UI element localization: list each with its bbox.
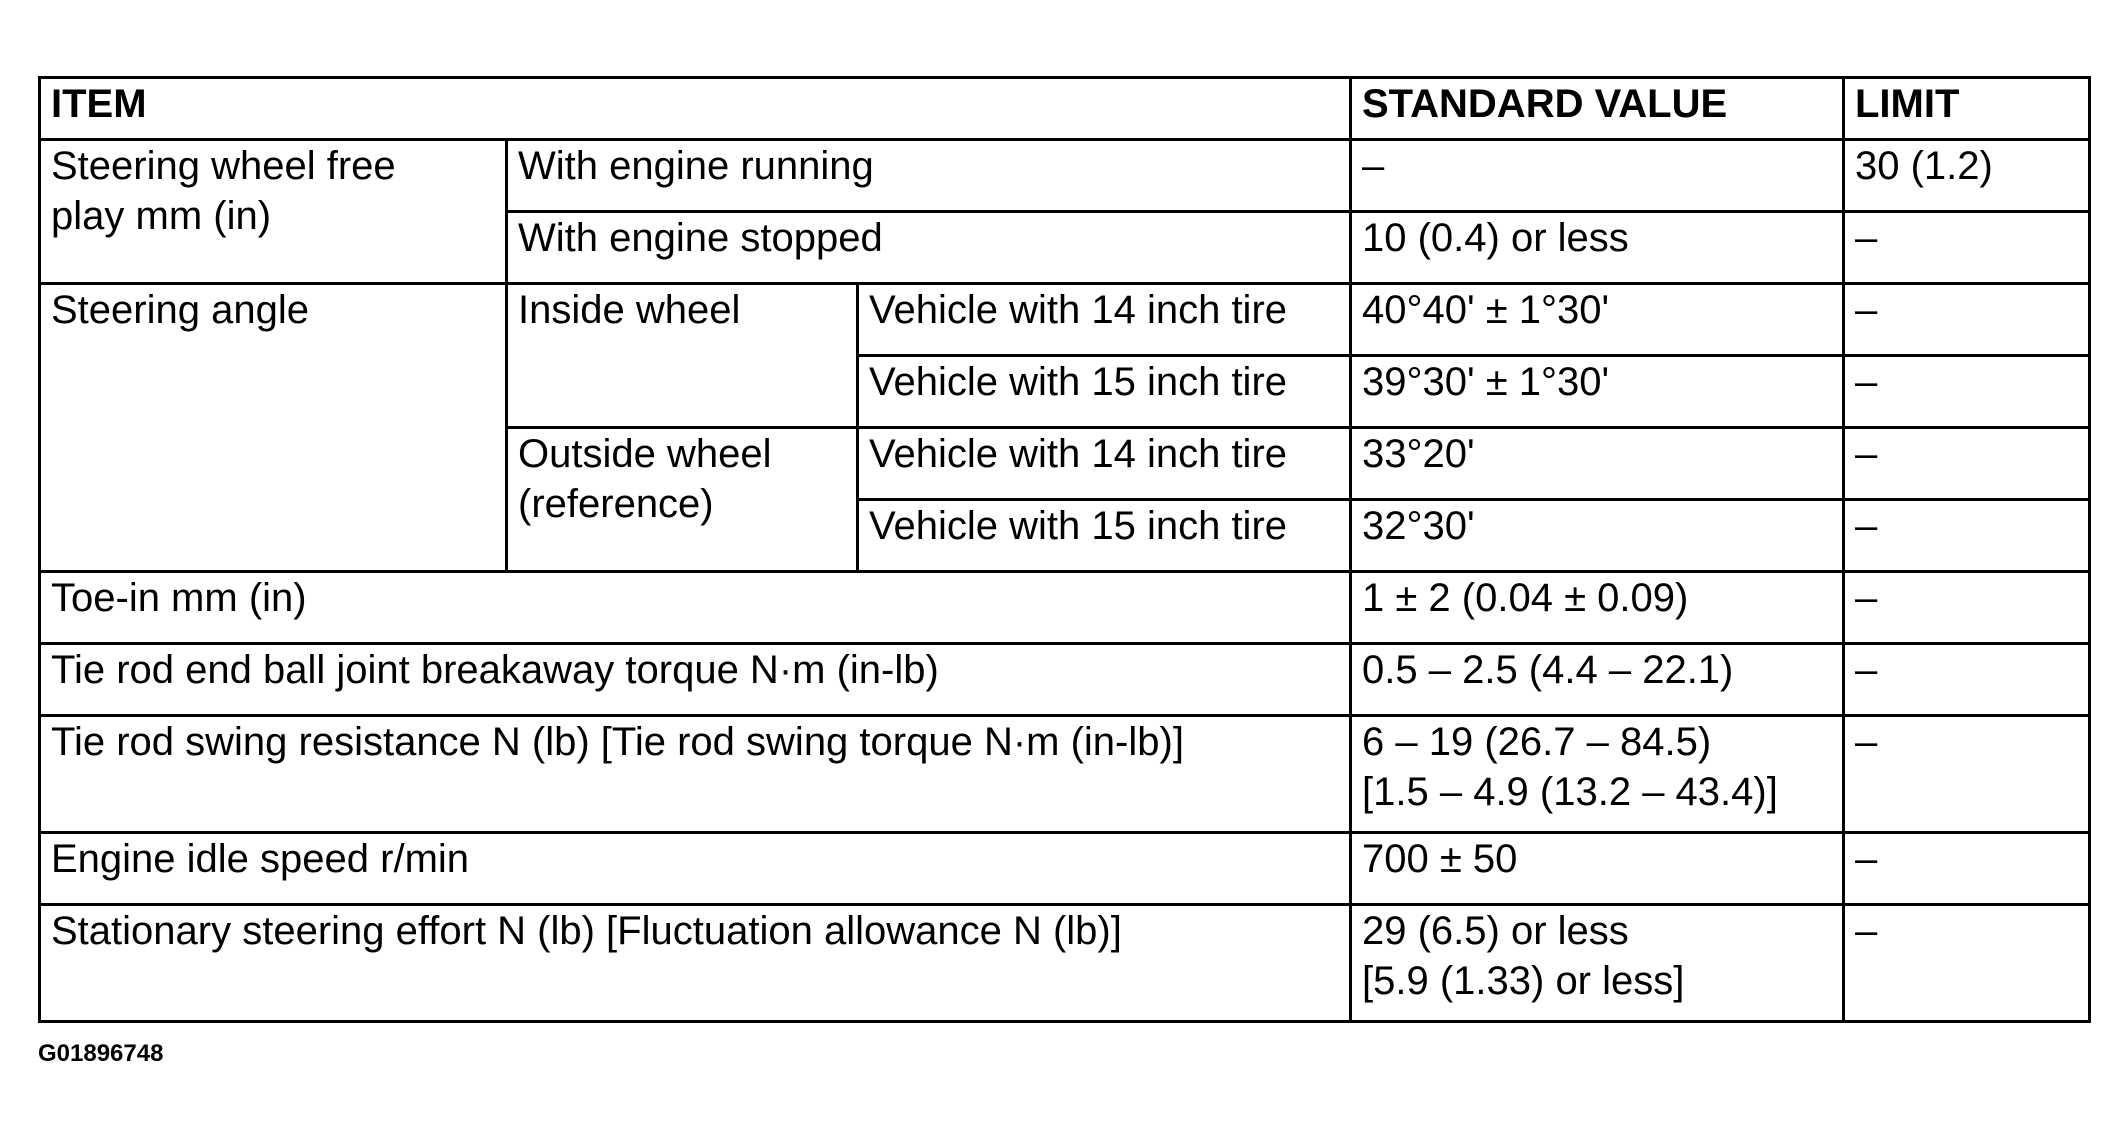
free-play-item-line1: Steering wheel free [51,144,396,188]
swing-item: Tie rod swing resistance N (lb) [Tie rod swing torque N·m (in-lb)] [40,716,1351,833]
steering-angle-item: Steering angle [40,284,507,572]
limit-value: – [1844,428,2090,500]
standard-value: 40°40' ± 1°30' [1351,284,1844,356]
idle-item: Engine idle speed r/min [40,833,1351,905]
table-row [40,572,2090,644]
free-play-item [40,140,507,284]
standard-value: 32°30' [1351,500,1844,572]
tire-label: Vehicle with 15 inch tire [858,356,1351,428]
toe-in-limit: – [1844,572,2090,644]
tire-label: Vehicle with 14 inch tire [858,428,1351,500]
swing-limit: – [1844,716,2090,833]
effort-standard [1351,905,1844,1022]
engine-stopped-limit: – [1844,212,2090,284]
table-row [40,833,2090,905]
breakaway-standard: 0.5 – 2.5 (4.4 – 22.1) [1351,644,1844,716]
toe-in-item: Toe-in mm (in) [40,572,1351,644]
swing-standard [1351,716,1844,833]
standard-value: 33°20' [1351,428,1844,500]
table-row [40,284,2090,356]
standard-value: 39°30' ± 1°30' [1351,356,1844,428]
limit-value: – [1844,500,2090,572]
table-row [40,716,2090,833]
table-row [40,644,2090,716]
table-row [40,140,2090,212]
limit-value: – [1844,356,2090,428]
tire-label: Vehicle with 14 inch tire [858,284,1351,356]
effort-standard-line2: [5.9 (1.33) or less] [1362,959,1685,1003]
idle-limit: – [1844,833,2090,905]
outside-wheel-line1: Outside wheel [518,432,772,476]
inside-wheel-label: Inside wheel [507,284,858,428]
limit-value: – [1844,284,2090,356]
free-play-item-line2: play mm (in) [51,194,272,238]
idle-standard: 700 ± 50 [1351,833,1844,905]
effort-standard-line1: 29 (6.5) or less [1362,909,1629,953]
engine-stopped-standard: 10 (0.4) or less [1351,212,1844,284]
breakaway-limit: – [1844,644,2090,716]
tire-label: Vehicle with 15 inch tire [858,500,1351,572]
swing-standard-line1: 6 – 19 (26.7 – 84.5) [1362,720,1712,764]
effort-limit: – [1844,905,2090,1022]
figure-code: G01896748 [38,1040,164,1067]
swing-standard-line2: [1.5 – 4.9 (13.2 – 43.4)] [1362,770,1778,814]
outside-wheel-line2: (reference) [518,482,714,526]
engine-running-standard: – [1351,140,1844,212]
engine-running-label: With engine running [507,140,1351,212]
engine-running-limit: 30 (1.2) [1844,140,2090,212]
table-row [40,905,2090,1022]
header-limit: LIMIT [1844,78,2090,140]
engine-stopped-label: With engine stopped [507,212,1351,284]
header-item: ITEM [40,78,1351,140]
breakaway-item: Tie rod end ball joint breakaway torque N·m (in-lb) [40,644,1351,716]
effort-item: Stationary steering effort N (lb) [Fluctuation allowance N (lb)] [40,905,1351,1022]
toe-in-standard: 1 ± 2 (0.04 ± 0.09) [1351,572,1844,644]
header-standard-value: STANDARD VALUE [1351,78,1844,140]
specification-table [38,76,2091,1023]
outside-wheel-label [507,428,858,572]
table-header-row [40,78,2090,140]
